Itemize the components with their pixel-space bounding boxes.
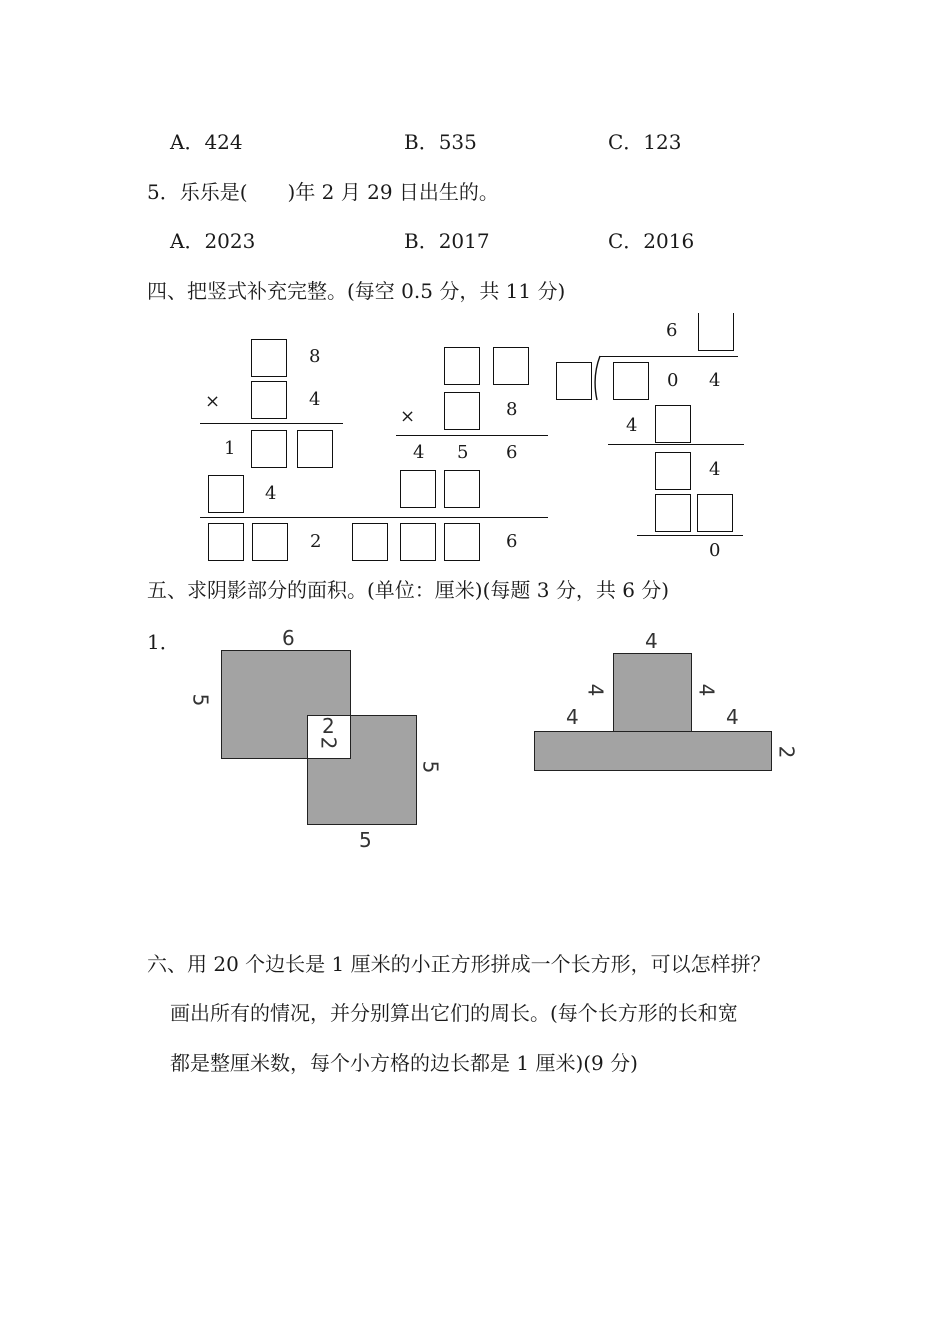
digit: 8 <box>309 346 321 367</box>
label-right-side: 4 <box>694 683 719 697</box>
blank-box[interactable] <box>444 392 480 430</box>
section4-title: 四、把竖式补充完整。(每空 0.5 分，共 11 分) <box>147 279 566 303</box>
base-rect <box>534 731 772 771</box>
rule-line <box>608 444 744 445</box>
q5-stem: 5．乐乐是( )年 2 月 29 日出生的。 <box>147 180 499 204</box>
digit: 6 <box>666 320 678 341</box>
q5-option-a: A．2023 <box>170 229 256 253</box>
blank-box[interactable] <box>698 313 734 351</box>
digit: 1 <box>224 438 236 459</box>
blank-box[interactable] <box>655 494 691 532</box>
blank-box[interactable] <box>556 362 592 400</box>
division-bar <box>600 356 738 357</box>
digit: 4 <box>265 483 277 504</box>
digit: 6 <box>506 442 518 463</box>
label-height: 2 <box>774 745 799 759</box>
rule-line <box>637 535 743 536</box>
digit: 5 <box>457 442 469 463</box>
q4-option-b: B．535 <box>404 130 477 154</box>
times-sign: × <box>400 406 416 427</box>
q4-option-c: C．123 <box>608 130 682 154</box>
blank-box[interactable] <box>493 347 529 385</box>
label-top: 4 <box>645 629 658 653</box>
blank-box[interactable] <box>444 347 480 385</box>
times-sign: × <box>205 391 221 412</box>
blank-box[interactable] <box>251 381 287 419</box>
blank-box[interactable] <box>251 430 287 468</box>
dashed-line <box>614 731 691 732</box>
blank-box[interactable] <box>400 523 436 561</box>
blank-box[interactable] <box>400 470 436 508</box>
blank-box[interactable] <box>252 523 288 561</box>
problem-number: 1． <box>147 630 180 654</box>
label-overlap-width: 2 <box>322 714 335 738</box>
digit: 0 <box>709 540 721 561</box>
blank-box[interactable] <box>613 362 649 400</box>
digit: 4 <box>309 389 321 410</box>
blank-box[interactable] <box>444 470 480 508</box>
label-bottom: 5 <box>359 828 372 852</box>
digit: 4 <box>709 459 721 480</box>
blank-box[interactable] <box>655 405 691 443</box>
q4-option-a: A．424 <box>170 130 243 154</box>
label-left-side: 4 <box>583 683 608 697</box>
label-left-base: 4 <box>566 705 579 729</box>
blank-box[interactable] <box>697 494 733 532</box>
section6-line2: 画出所有的情况，并分别算出它们的周长。(每个长方形的长和宽 <box>170 1001 738 1025</box>
digit: 0 <box>667 370 679 391</box>
q5-option-c: C．2016 <box>608 229 695 253</box>
blank-box[interactable] <box>251 339 287 377</box>
division-bracket <box>590 355 606 401</box>
rule-line <box>200 517 548 518</box>
digit: 2 <box>310 531 322 552</box>
blank-box[interactable] <box>444 523 480 561</box>
digit: 4 <box>626 415 638 436</box>
section5-title: 五、求阴影部分的面积。(单位：厘米)(每题 3 分，共 6 分) <box>147 578 670 602</box>
label-left: 5 <box>188 693 213 707</box>
label-right: 5 <box>418 760 443 774</box>
label-overlap-height: 2 <box>316 736 341 750</box>
label-right-base: 4 <box>726 705 739 729</box>
section6-line3: 都是整厘米数，每个小方格的边长都是 1 厘米)(9 分) <box>170 1051 638 1075</box>
blank-box[interactable] <box>208 475 244 513</box>
label-top: 6 <box>282 626 295 650</box>
digit: 6 <box>506 531 518 552</box>
blank-box[interactable] <box>352 523 388 561</box>
q5-option-b: B．2017 <box>404 229 490 253</box>
digit: 4 <box>709 370 721 391</box>
digit: 4 <box>413 442 425 463</box>
rule-line <box>396 435 548 436</box>
blank-box[interactable] <box>655 452 691 490</box>
top-square <box>613 653 692 733</box>
rule-line <box>200 423 343 424</box>
section6-line1: 六、用 20 个边长是 1 厘米的小正方形拼成一个长方形，可以怎样拼？ <box>147 952 771 976</box>
blank-box[interactable] <box>208 523 244 561</box>
blank-box[interactable] <box>297 430 333 468</box>
digit: 8 <box>506 399 518 420</box>
